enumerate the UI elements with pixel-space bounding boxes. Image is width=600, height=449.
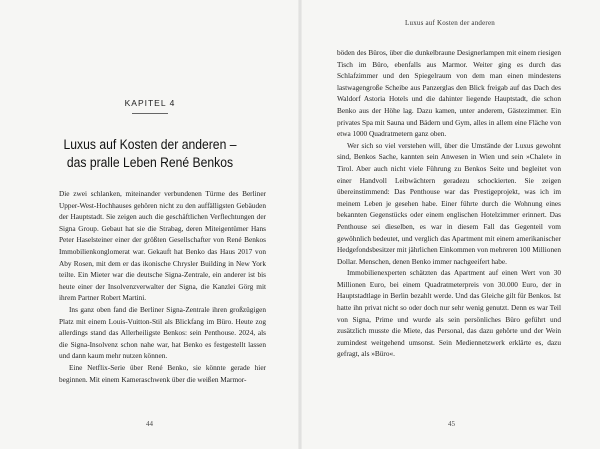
page-number-right: 45 (448, 420, 455, 428)
chapter-title-line-2: das pralle Leben René Benkos (66, 155, 234, 171)
body-paragraph: böden des Büros, über die dunkelbraune Designerlampen mit einem riesigen Tisch im Büro, ebenfalls aus Marmor. Weiter ging es durch das Schlafzimmer und den Spiegelraum von dem man einen mindestens lastwagengroße Scheibe aus Panzerglas den Blick freigab auf das Dach des Waldorf Astoria Hotels und die dahinter liegende Hauptstadt, die schon Benko aus der Höhe lag. Dazu kamen, unter anderem, Gästezimmer. Ein privates Spa mit Sauna und Bädern und Gym, alles in allem eine Fläche von etwa 1000 Quadratmetern ganz oben. (337, 48, 561, 139)
chapter-rule (132, 113, 168, 114)
body-paragraph: Immobilienexperten schätzten das Apartment auf einen Wert von 30 Millionen Euro, bei einem Quadratmeterpreis von 30.000 Euro, der in Hauptstadtlage in Berlin bezahlt werde. Und das Gleiche gilt für Benkos. Ist hatte ihn privat nicht so oder doch nur sehr wenig genutzt. Denn es war Teil von Signa, Prime und wurde als sein persönliches Büro geführt und zusätzlich musste die Miete, das Personal, das dazu gehörte und der Wein zumindest weitgehend umsonst. Sein Mediennetzwerk erklärte es, dazu gefragt, als »Büro«. (337, 268, 561, 359)
left-body-text (59, 188, 266, 385)
chapter-title-line-1: Luxus auf Kosten der anderen – (63, 137, 237, 153)
body-paragraph: Ins ganz oben fand die Berliner Signa-Zentrale ihren großzügigen Platz mit einem Louis-Vuitton-Stil als Blickfang im Büro. Heute zog allerdings stand das Allerheiligste Benkos: sein Penthouse. 2024, als die Signa-Insolvenz schon nahe war, hat Benko es festgestellt lassen und dann kaum mehr nutzen können. (59, 304, 266, 361)
page-number-left: 44 (146, 420, 153, 428)
chapter-label: KAPITEL 4 (124, 98, 176, 108)
right-body-text (337, 47, 561, 360)
body-paragraph: Eine Netflix-Serie über René Benko, sie könnte gerade hier beginnen. Mit einem Kameraschwenk über die weißen Marmor- (59, 362, 266, 384)
chapter-title (51, 136, 249, 172)
body-paragraph: Die zwei schlanken, miteinander verbundenen Türme des Berliner Upper-West-Hochhauses gehören nicht zu den auffälligsten Gebäuden der Hauptstadt. Sie zeigen auch die geschäftlichen Verflechtungen der Signa Group. Gebaut hat sie die Strabag, deren Miteigentümer Hans Peter Haselsteiner einer der größten Gesellschafter von René Benkos Immobilienkonglomerat war. Gekauft hat Benko das Haus 2017 von Aby Rosen, mit dem er das ikonische Chrysler Building in New York teilte. Ein Mieter war die deutsche Signa-Zentrale, ein anderer ist bis heute einer der Insolvenzverwalter der Signa, die Kanzlei Görg mit ihrem Partner Robert Martini. (59, 189, 266, 303)
body-paragraph: Wer sich so viel verstehen will, über die Umstände der Luxus gewohnt sind, Benkos Sache, kannten sein Anwesen in Wien und sein »Chalet« in Tirol. Aber auch nicht viele Führung zu Benkos Seite und begleitet von einer Handvoll Leibwächtern geradezu schockierten. Sie zeigen übereinstimmend: Das Penthouse war das Prestigeprojekt, was ich im meinem Leben je gesehen habe. Einer führte durch die Wohnung eines bekannten Gegenstücks oder einem englischen Hotelzimmer erinnert. Das Penthouse sei dieselben, es war in diesem Fall das Gegenteil vom gewöhnlich bedeutet, und verglich das Apartment mit einem amerikanischer Hedgefondsbesitzer mit jährlichen Einkommen von mehreren 100 Millionen Dollar. Menschen, denen Benko immer nachgeeifert habe. (337, 140, 561, 266)
running-head: Luxus auf Kosten der anderen (405, 19, 495, 27)
right-page (300, 0, 600, 449)
